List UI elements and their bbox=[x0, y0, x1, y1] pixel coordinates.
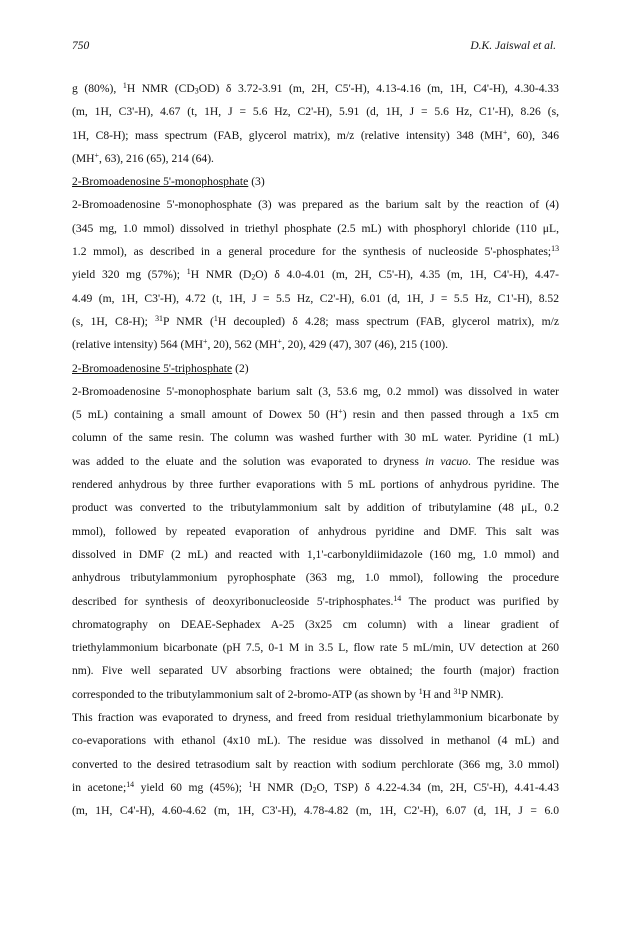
text-line bbox=[72, 333, 559, 356]
superscript: 1 bbox=[122, 80, 127, 90]
text-run: , 63), 216 (65), 214 (64). bbox=[99, 151, 214, 165]
subscript: 3 bbox=[194, 86, 199, 96]
superscript: 31 bbox=[155, 313, 163, 323]
text-run: (s, 1H, C8-H); bbox=[72, 314, 156, 328]
text-line bbox=[72, 636, 559, 659]
text-line bbox=[72, 217, 559, 240]
text-run: O) δ 4.0-4.01 (m, 2H, C5'-H), 4.35 (m, 1H, C4'-H), 4.47- bbox=[255, 268, 559, 282]
superscript: 14 bbox=[126, 779, 135, 789]
text-run: H and bbox=[422, 687, 454, 701]
text-run: (relative intensity) 564 (MH bbox=[72, 338, 204, 352]
text-run: OD) δ 3.72-3.91 (m, 2H, C5'-H), 4.13-4.16 (m, 1H, C4'-H), 4.30-4.33 bbox=[198, 82, 559, 95]
text-run: in acetone; bbox=[72, 780, 127, 794]
text-run: product was converted to the tributylammonium salt by addition of tributylamine (48 μL, 0.2 bbox=[72, 501, 559, 515]
text-run: yield 60 mg (45%); bbox=[134, 780, 249, 794]
text-run: co-evaporations with ethanol (4x10 mL). The residue was dissolved in methanol (4 mL) and bbox=[72, 734, 559, 748]
section-heading bbox=[72, 357, 559, 380]
subscript: 2 bbox=[251, 272, 256, 282]
text-run: (5 mL) containing a small amount of Dowex 50 (H bbox=[72, 408, 339, 422]
text-line bbox=[72, 240, 559, 263]
superscript: 1 bbox=[248, 779, 253, 789]
italic-text: in vacuo bbox=[425, 454, 469, 468]
text-run: , 20), 429 (47), 307 (46), 215 (100). bbox=[281, 338, 448, 352]
text-line bbox=[72, 77, 559, 100]
text-run: 4.49 (m, 1H, C3'-H), 4.72 (t, 1H, J = 5.5 Hz, C2'-H), 6.01 (d, 1H, J = 5.5 Hz, C1'-H), 8.52 bbox=[72, 291, 559, 305]
text-run: , 60), 346 bbox=[507, 128, 560, 142]
text-line bbox=[72, 263, 559, 286]
page-number: 750 bbox=[72, 40, 90, 52]
text-line bbox=[72, 100, 559, 123]
text-line bbox=[72, 124, 559, 147]
text-line bbox=[72, 799, 559, 822]
text-run: 2-Bromoadenosine 5'-monophosphate (3) was prepared as the barium salt by the reaction of (4) bbox=[72, 198, 559, 212]
text-line bbox=[72, 613, 559, 636]
superscript: 1 bbox=[213, 313, 218, 323]
text-run: (m, 1H, C3'-H), 4.67 (t, 1H, J = 5.6 Hz, C2'-H), 5.91 (d, 1H, J = 5.6 Hz, C1'-H), 8.26 (s, bbox=[72, 105, 559, 119]
text-line bbox=[72, 426, 559, 449]
superscript: 31 bbox=[453, 686, 462, 696]
superscript: + bbox=[94, 150, 99, 160]
superscript: 13 bbox=[551, 243, 559, 253]
text-run: (MH bbox=[72, 151, 95, 165]
text-run: 1H, C8-H); mass spectrum (FAB, glycerol matrix), m/z (relative intensity) 348 (MH bbox=[72, 128, 503, 142]
text-line bbox=[72, 729, 559, 752]
text-run: H NMR (D bbox=[252, 780, 313, 794]
text-run: yield 320 mg (57%); bbox=[72, 268, 187, 282]
text-run: H NMR (CD bbox=[126, 82, 195, 95]
text-line bbox=[72, 566, 559, 589]
text-run: 1.2 mmol), as described in a general procedure for the synthesis of nucleoside 5'-phosphates; bbox=[72, 245, 552, 259]
superscript: + bbox=[203, 337, 208, 347]
subscript: 2 bbox=[312, 785, 317, 795]
text-run: column of the same resin. The column was washed further with 30 mL water. Pyridine (1 mL) bbox=[72, 431, 559, 445]
text-run: converted to the desired tetrasodium salt by reaction with sodium perchlorate (366 mg, 3.0 mmol) bbox=[72, 757, 559, 771]
text-run: rendered anhydrous by three further evaporations with 5 mL portions of anhydrous pyridine. The bbox=[72, 478, 559, 492]
superscript: 14 bbox=[393, 593, 402, 603]
text-run: chromatography on DEAE-Sephadex A-25 (3x25 cm column) with a linear gradient of bbox=[72, 617, 559, 631]
body-text bbox=[72, 77, 559, 823]
text-run: H decoupled) δ 4.28; mass spectrum (FAB, glycerol matrix), m/z bbox=[217, 314, 559, 328]
text-run: anhydrous tributylammonium pyrophosphate (363 mg, 1.0 mmol), following the procedure bbox=[72, 571, 559, 585]
text-run: mmol), followed by repeated evaporation of anhydrous pyridine and DMF. This salt was bbox=[72, 524, 559, 538]
text-run: dissolved in DMF (2 mL) and reacted with 1,1'-carbonyldiimidazole (160 mg, 1.0 mmol) and bbox=[72, 547, 559, 561]
text-line bbox=[72, 590, 559, 613]
superscript: + bbox=[502, 127, 508, 137]
text-run: was added to the eluate and the solution was evaporated to dryness bbox=[72, 454, 426, 468]
text-run: 2-Bromoadenosine 5'-monophosphate barium salt (3, 53.6 mg, 0.2 mmol) was dissolved in water bbox=[72, 384, 559, 398]
text-run: triethylammonium bicarbonate (pH 7.5, 0-1 M in 3.5 L, flow rate 5 mL/min, UV detection at 260 bbox=[72, 641, 559, 655]
superscript: + bbox=[277, 337, 282, 347]
text-run: H NMR (D bbox=[190, 268, 252, 282]
superscript: 1 bbox=[186, 267, 191, 277]
text-run: P NMR ( bbox=[162, 314, 214, 328]
text-line bbox=[72, 543, 559, 566]
text-line bbox=[72, 659, 559, 682]
superscript: 1 bbox=[418, 686, 423, 696]
text-line bbox=[72, 403, 559, 426]
text-line bbox=[72, 310, 559, 333]
text-run: This fraction was evaporated to dryness, and freed from residual triethylammonium bicarbonate by bbox=[72, 711, 559, 725]
text-line bbox=[72, 496, 559, 519]
running-header-authors: D.K. Jaiswal et al. bbox=[470, 40, 556, 52]
text-line bbox=[72, 287, 559, 310]
text-run: (2) bbox=[232, 361, 249, 375]
running-header bbox=[72, 40, 556, 56]
heading-title: 2-Bromoadenosine 5'-monophosphate bbox=[72, 175, 249, 189]
text-line bbox=[72, 520, 559, 543]
text-run: ) resin and then passed through a 1x5 cm bbox=[342, 408, 559, 422]
text-line bbox=[72, 193, 559, 216]
text-run: O, TSP) δ 4.22-4.34 (m, 2H, C5'-H), 4.41-4.43 bbox=[316, 780, 559, 794]
text-line bbox=[72, 473, 559, 496]
text-line bbox=[72, 380, 559, 403]
text-line bbox=[72, 450, 559, 473]
text-line bbox=[72, 776, 559, 799]
text-run: P NMR). bbox=[461, 687, 504, 701]
heading-title: 2-Bromoadenosine 5'-triphosphate bbox=[72, 361, 233, 375]
text-run: nm). Five well separated UV absorbing fractions were obtained; the fourth (major) fraction bbox=[72, 664, 559, 678]
text-run: (345 mg, 1.0 mmol) dissolved in triethyl phosphate (2.5 mL) with phosphoryl chloride (110 μL, bbox=[72, 221, 559, 235]
text-run: described for synthesis of deoxyribonucleoside 5'-triphosphates. bbox=[72, 594, 394, 608]
text-run: corresponded to the tributylammonium salt of 2-bromo-ATP (as shown by bbox=[72, 687, 419, 701]
text-line bbox=[72, 753, 559, 776]
text-run: (3) bbox=[248, 175, 265, 189]
text-line bbox=[72, 706, 559, 729]
text-run: , 20), 562 (MH bbox=[207, 338, 278, 352]
text-run: (m, 1H, C4'-H), 4.60-4.62 (m, 1H, C3'-H), 4.78-4.82 (m, 1H, C2'-H), 6.07 (d, 1H, J = 6.0 bbox=[72, 804, 559, 818]
text-run: . The residue was bbox=[468, 454, 559, 468]
text-run: The product was purified by bbox=[401, 594, 559, 608]
text-line bbox=[72, 147, 559, 170]
superscript: + bbox=[338, 407, 343, 417]
text-run: g (80%), bbox=[72, 82, 123, 95]
text-line bbox=[72, 683, 559, 706]
section-heading bbox=[72, 170, 559, 193]
